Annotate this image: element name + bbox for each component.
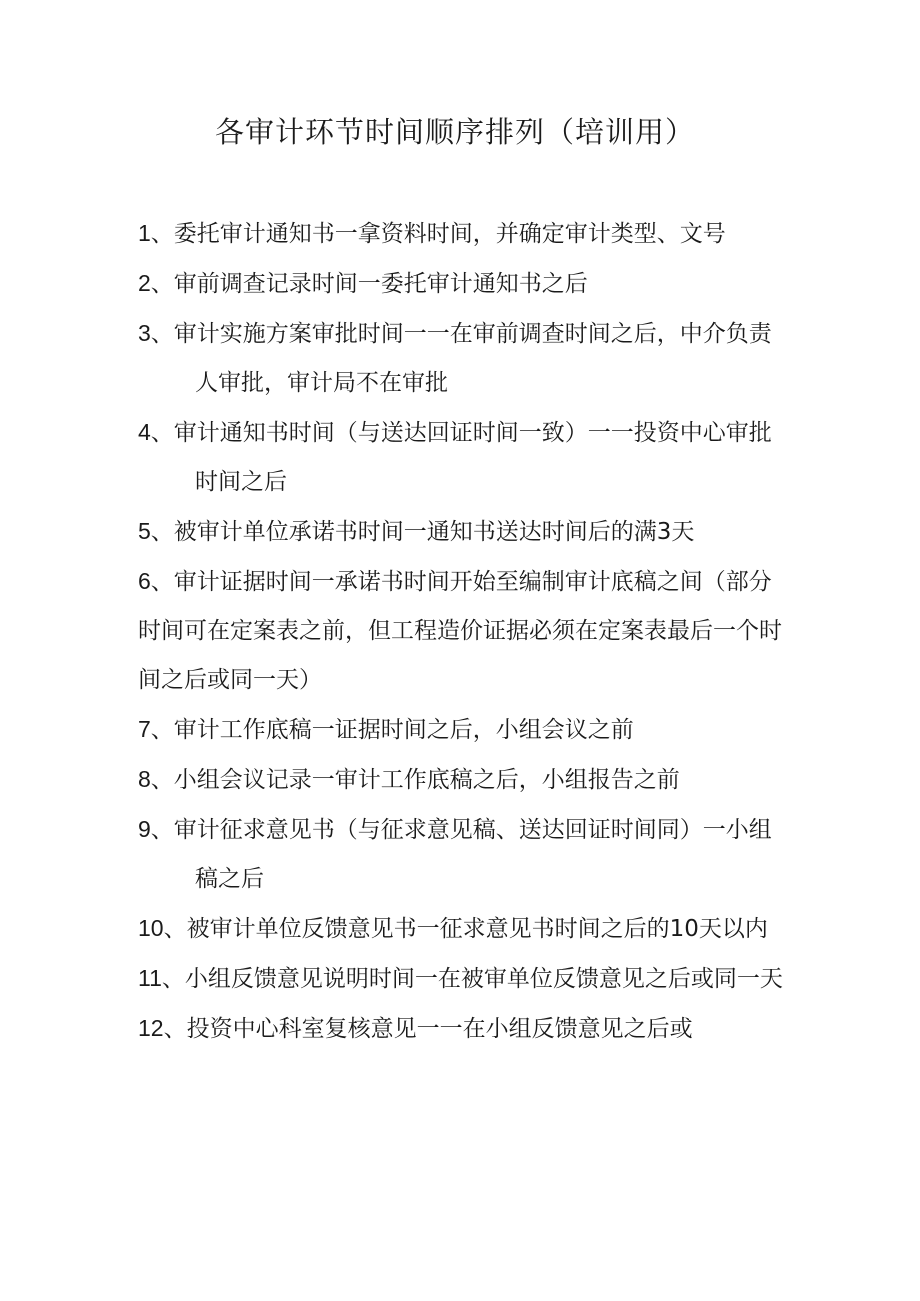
item-separator: 、	[150, 817, 174, 843]
item-text: 投资中心科室复核意见一一在小组反馈意见之后或	[186, 1016, 693, 1042]
item-text: 审计实施方案审批时间一一在审前调查时间之后，中介负责人审批，审计局不在审批	[173, 321, 772, 396]
item-text: 审计征求意见书（与征求意见稿、送达回证时间同）一小组稿之后	[173, 817, 772, 892]
item-text: 审前调查记录时间一委托审计通知书之后	[173, 271, 588, 297]
list-item	[138, 557, 786, 705]
item-text: 审计工作底稿一证据时间之后，小组会议之前	[173, 717, 634, 743]
list-item	[138, 259, 786, 309]
item-text: 被审计单位反馈意见书一征求意见书时间之后的10天以内	[186, 916, 768, 942]
list-item	[138, 507, 786, 557]
item-text: 被审计单位承诺书时间一通知书送达时间后的满3天	[173, 519, 695, 545]
item-separator: 、	[163, 1016, 187, 1042]
item-separator: 、	[150, 321, 174, 347]
item-separator: 、	[150, 569, 174, 595]
item-text: 小组反馈意见说明时间一在被审单位反馈意见之后或同一天	[184, 966, 783, 992]
list-item	[138, 1004, 786, 1054]
item-number: 2	[138, 270, 151, 296]
item-list	[138, 209, 786, 1054]
item-separator: 、	[150, 221, 174, 247]
list-item	[138, 755, 786, 805]
item-number: 5	[138, 518, 151, 544]
item-number: 3	[138, 320, 151, 346]
list-item	[138, 954, 786, 1004]
item-separator: 、	[150, 271, 174, 297]
list-item	[138, 705, 786, 755]
list-item	[138, 805, 786, 904]
item-number: 6	[138, 568, 151, 594]
item-separator: 、	[161, 966, 185, 992]
item-number: 8	[138, 766, 151, 792]
item-separator: 、	[150, 420, 174, 446]
item-number: 10	[138, 915, 164, 941]
page-title: 各审计环节时间顺序排列（培训用）	[214, 115, 695, 149]
item-separator: 、	[150, 767, 174, 793]
item-number: 12	[138, 1015, 164, 1041]
item-text: 审计通知书时间（与送达回证时间一致）一一投资中心审批时间之后	[173, 420, 772, 495]
item-number: 1	[138, 220, 151, 246]
item-number: 4	[138, 419, 151, 445]
item-text: 审计证据时间一承诺书时间开始至编制审计底稿之间（部分时间可在定案表之前，但工程造价证据必须在定案表最后一个时间之后或同一天）	[138, 569, 782, 693]
item-separator: 、	[163, 916, 187, 942]
item-separator: 、	[150, 717, 174, 743]
item-number: 9	[138, 816, 151, 842]
item-number: 11	[138, 965, 162, 991]
item-separator: 、	[150, 519, 174, 545]
list-item	[138, 309, 786, 408]
item-number: 7	[138, 716, 151, 742]
list-item	[138, 209, 786, 259]
item-text: 小组会议记录一审计工作底稿之后，小组报告之前	[173, 767, 680, 793]
list-item	[138, 408, 786, 507]
item-text: 委托审计通知书一拿资料时间，并确定审计类型、文号	[173, 221, 726, 247]
list-item	[138, 904, 786, 954]
